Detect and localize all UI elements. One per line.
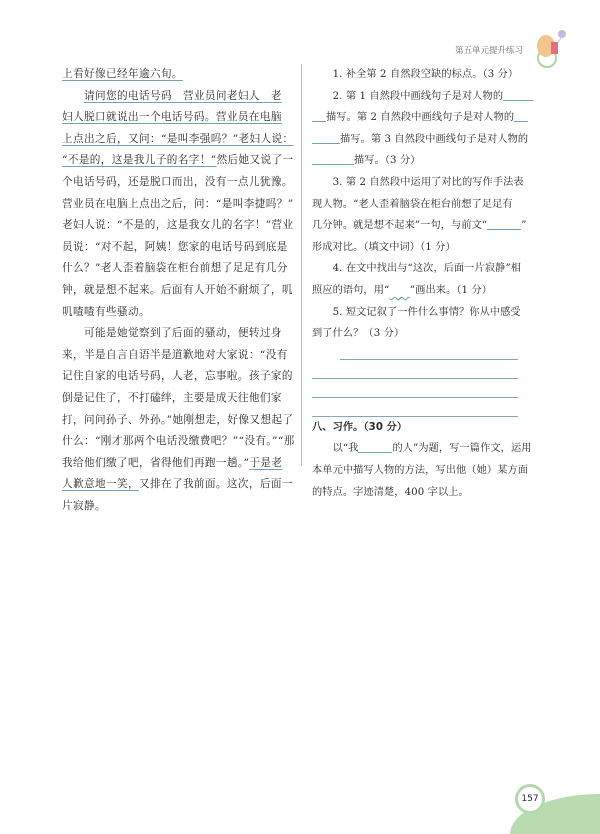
- text: 本单元中描写人物的方法，写出他（她）某方面: [312, 464, 529, 476]
- text: 老妇人说：“不是的，这是我女儿的名字！”营业: [62, 219, 294, 232]
- text-line: [312, 129, 529, 151]
- mascot-illustration: [533, 28, 567, 68]
- text-line: [312, 258, 522, 280]
- underlined-text: 于是老: [249, 456, 283, 469]
- text-line: [62, 129, 294, 151]
- text-line: [312, 323, 518, 345]
- underlined-text: “不是的，这是我儿子的名字！”: [62, 154, 217, 167]
- text: 什么：“刚才那两个电话没缴费吧？”“没有。”“那: [62, 435, 295, 448]
- text: 描写。第 3 自然段中画线句子是对人物的: [340, 133, 529, 145]
- text-line: [62, 280, 294, 302]
- fill-in-blank[interactable]: [312, 109, 326, 122]
- text: 的人”为题，写一篇作文，运用: [392, 443, 532, 455]
- text: 我给他们缴了吧，省得他们再跑一趟。”: [62, 456, 250, 469]
- text: [62, 90, 84, 102]
- underlined-text: 上点出之后，又问：“是叫李强吗？”老妇人说：: [62, 132, 294, 145]
- underlined-text: 妇人脱口就说出一个电话号码。营业员在电脑: [62, 111, 282, 124]
- text: 几分钟。就是想不起来”一句，与前文“: [312, 220, 488, 232]
- text: 4. 在文中找出与“这次，后面一片寂静”相: [312, 263, 522, 275]
- text-line: [62, 215, 294, 237]
- questions-column: [312, 64, 532, 503]
- text-line: [62, 258, 294, 280]
- text-line: [62, 345, 294, 367]
- text: ”画出来。（1 分）: [409, 284, 493, 296]
- text: 打，问问孙子、外孙。”她刚想走，好像又想起了: [62, 413, 294, 426]
- text-line: [312, 64, 518, 86]
- fill-in-blank[interactable]: [503, 88, 533, 101]
- text-line: [312, 482, 518, 504]
- text: 钟，就是想不起来。后面有人开始不耐烦了，叽: [62, 283, 293, 296]
- text: 记住自家的电话号码，人老，忘事啦。孩子家的: [62, 370, 293, 383]
- text: 3. 第 2 自然段中运用了对比的写作手法表: [312, 176, 524, 188]
- text-line: [62, 366, 294, 388]
- text: ”: [521, 220, 527, 232]
- text-line: [62, 107, 294, 129]
- text-line: [62, 150, 294, 172]
- text-line: [312, 172, 524, 194]
- text-line: [312, 302, 521, 324]
- text-line: [62, 410, 294, 432]
- text-line: [62, 237, 294, 259]
- section-8-title: 八、习作。（30 分）: [312, 421, 408, 433]
- text-line: [312, 150, 518, 172]
- text: 可能是她觉察到了后面的骚动，便转过身: [62, 327, 282, 340]
- page-number: 157: [515, 784, 545, 814]
- text-line: [62, 388, 294, 410]
- text: 倒是记住了，不打磕绊，主要是成天往他们家: [62, 391, 282, 404]
- text: 照应的语句，用“: [312, 284, 390, 296]
- text-line: [312, 194, 518, 216]
- text: 又排在了我前面。这次，后面一: [138, 478, 293, 491]
- fill-in-blank[interactable]: [312, 131, 340, 144]
- text-line: [312, 86, 518, 108]
- text-line: [62, 431, 294, 453]
- text: 片寂静。: [62, 499, 106, 512]
- text-line: [312, 107, 518, 129]
- text: 然后她又说了一: [216, 154, 294, 167]
- text: 叽喳喳有些骚动。: [62, 305, 150, 318]
- reading-passage: [62, 64, 294, 517]
- underlined-text: 人歉意地一笑，: [62, 478, 139, 491]
- fill-in-blank[interactable]: [487, 217, 521, 230]
- text: 形成对比。（填文中词）（1 分）: [312, 241, 456, 253]
- text: 员说：“对不起，阿姨！您家的电话号码到底是: [62, 240, 288, 253]
- text: 什么？”老人歪着脑袋在柜台前想了足足有几分: [62, 262, 288, 275]
- text-line: [312, 438, 532, 460]
- text: 1. 补全第 2 自然段空缺的标点。（3 分）: [312, 69, 519, 80]
- text-line: [312, 237, 518, 259]
- text-line: [62, 86, 294, 108]
- fill-in-blank[interactable]: [312, 152, 354, 165]
- text: 个电话号码，还是脱口而出，没有一点儿犹豫。: [62, 175, 293, 188]
- text-line: [312, 215, 527, 237]
- fill-in-blank[interactable]: [514, 109, 528, 122]
- text: 来，半是自言自语半是道歉地对大家说：“没有: [62, 348, 288, 361]
- text: 描写。（3 分）: [354, 155, 421, 167]
- text-line: [312, 460, 529, 482]
- text: 的特点。字迹清楚，400 字以上。: [312, 486, 469, 498]
- text-line: [62, 64, 294, 86]
- text: 到了什么？（3 分）: [312, 328, 405, 340]
- text-line: [62, 323, 294, 345]
- text-line: [312, 280, 518, 302]
- wavy-underline-sample: [389, 285, 410, 296]
- text-line: [62, 496, 294, 518]
- fill-in-blank[interactable]: [358, 440, 392, 453]
- text-line: [62, 453, 294, 475]
- text: 以“我: [312, 443, 359, 455]
- text: 营业员在电脑上点出之后，问：“是叫李捷吗？”: [62, 197, 294, 210]
- text-line: [62, 302, 294, 324]
- column-divider: [301, 64, 302, 466]
- text-line: [62, 194, 294, 216]
- text: 2. 第 1 自然段中画线句子是对人物的: [312, 90, 504, 102]
- unit-title: 第五单元提升练习: [455, 46, 524, 56]
- underlined-text: 上看好像已经年逾六旬。: [62, 68, 183, 80]
- underlined-text: 请问您的电话号码 营业员问老妇人 老: [84, 89, 282, 102]
- text-line: [62, 172, 294, 194]
- text: 5. 短文记叙了一件什么事情？你从中感受: [312, 306, 521, 318]
- text: 现人物。“老人歪着脑袋在柜台前想了足足有: [312, 198, 513, 210]
- text-line: [62, 474, 294, 496]
- text: 描写。第 2 自然段中画线句子是对人物的: [326, 112, 515, 124]
